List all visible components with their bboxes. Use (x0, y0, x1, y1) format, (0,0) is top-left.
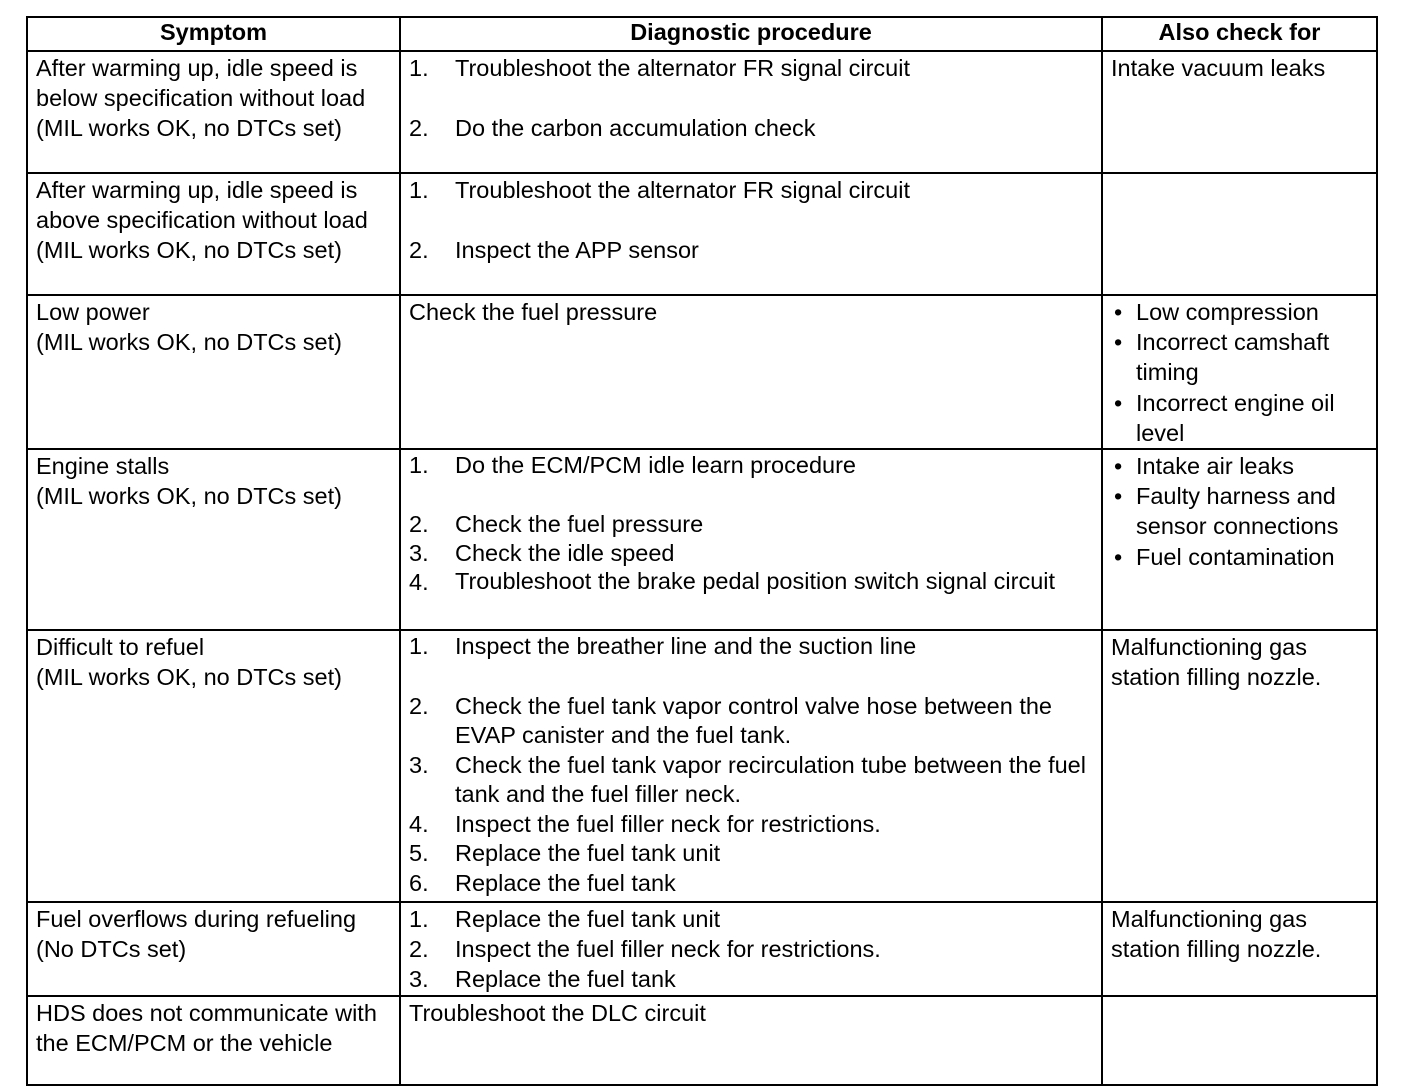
step-number: 1. (409, 633, 429, 660)
step-number: 2. (409, 692, 429, 719)
symptom-status: (MIL works OK, no DTCs set) (36, 237, 342, 264)
procedure-step (409, 869, 1093, 899)
table-row (27, 902, 1377, 996)
step-number: 2. (409, 115, 429, 142)
check-item-text: Faulty harness and sensor connections (1136, 483, 1339, 540)
step-number: 1. (409, 55, 429, 81)
step-text: Do the ECM/PCM idle learn procedure (455, 452, 856, 479)
symptom-cell (27, 295, 400, 449)
also-check-cell (1102, 449, 1377, 630)
step-text: Troubleshoot the brake pedal position switch signal circuit (455, 568, 1056, 595)
step-number: 1. (409, 177, 429, 203)
step-text: Check the fuel tank vapor control valve hose between the EVAP canister and the fuel tank. (455, 692, 1053, 749)
table-row (27, 51, 1377, 173)
table-row (27, 173, 1377, 295)
procedure-cell (400, 51, 1102, 173)
also-check-cell (1102, 295, 1377, 449)
bullet-icon: • (1114, 389, 1123, 416)
step-text: Do the carbon accumulation check (455, 115, 816, 142)
check-item (1111, 451, 1368, 481)
bullet-icon: • (1114, 543, 1123, 570)
step-text: Inspect the breather line and the suction line (455, 633, 917, 660)
check-item-text: Low compression (1136, 299, 1319, 325)
check-item-text: Intake air leaks (1136, 453, 1295, 480)
step-number: 3. (409, 540, 429, 567)
symptom-text: Fuel overflows during refueling (36, 906, 357, 933)
symptom-cell (27, 449, 400, 630)
step-text: Check the idle speed (455, 540, 675, 567)
bullet-icon: • (1114, 453, 1123, 480)
symptom-cell (27, 173, 400, 295)
header-symptom: Symptom (27, 17, 400, 51)
procedure-step (409, 510, 1093, 539)
step-number: 1. (409, 452, 429, 479)
step-text: Troubleshoot the alternator FR signal circuit (455, 177, 910, 203)
procedure-cell (400, 449, 1102, 630)
procedure-cell (400, 902, 1102, 996)
check-item (1111, 327, 1368, 387)
procedure-step (409, 839, 1093, 869)
step-text: Inspect the APP sensor (455, 237, 699, 264)
table-row (27, 449, 1377, 630)
symptom-status: (No DTCs set) (36, 936, 187, 963)
check-item (1111, 481, 1368, 541)
symptom-cell (27, 902, 400, 996)
header-also-check-for: Also check for (1102, 17, 1377, 51)
table-row (27, 295, 1377, 449)
procedure-step (409, 964, 1093, 994)
symptom-text: Difficult to refuel (36, 634, 205, 661)
also-check-cell: Intake vacuum leaks (1102, 51, 1377, 173)
also-check-cell (1102, 996, 1377, 1085)
procedure-step (409, 632, 1093, 662)
procedure-cell (400, 173, 1102, 295)
procedure-step (409, 235, 1093, 265)
check-item (1111, 388, 1368, 448)
symptom-text: After warming up, idle speed is above specification without load (36, 177, 368, 234)
procedure-step (409, 53, 1093, 83)
symptom-status: (MIL works OK, no DTCs set) (36, 329, 342, 356)
step-number: 4. (409, 810, 429, 837)
symptom-text: Low power (36, 299, 150, 325)
check-item-text: Fuel contamination (1136, 543, 1335, 570)
also-check-cell (1102, 173, 1377, 295)
procedure-step (409, 692, 1093, 751)
symptom-status: (MIL works OK, no DTCs set) (36, 115, 342, 142)
symptom-text: HDS does not communicate with the ECM/PCM or the vehicle (36, 999, 377, 1056)
step-number: 3. (409, 966, 429, 993)
step-text: Troubleshoot the alternator FR signal circuit (455, 55, 910, 81)
symptom-cell (27, 996, 400, 1085)
header-diagnostic-procedure: Diagnostic procedure (400, 17, 1102, 51)
step-text: Check the fuel pressure (455, 511, 704, 538)
table-row (27, 630, 1377, 902)
check-item-text: Incorrect engine oil level (1136, 389, 1335, 446)
step-text: Replace the fuel tank (455, 966, 676, 993)
step-text: Inspect the fuel filler neck for restrictions. (455, 936, 881, 963)
procedure-step (409, 934, 1093, 964)
step-number: 3. (409, 751, 429, 778)
step-text: Replace the fuel tank unit (455, 906, 721, 933)
symptom-status: (MIL works OK, no DTCs set) (36, 664, 342, 691)
step-number: 6. (409, 869, 429, 896)
step-text: Replace the fuel tank (455, 869, 676, 896)
procedure-step (409, 175, 1093, 205)
step-number: 4. (409, 569, 429, 596)
procedure-step (409, 810, 1093, 840)
check-item (1111, 297, 1368, 327)
symptom-cell (27, 630, 400, 902)
step-text: Replace the fuel tank unit (455, 840, 721, 867)
procedure-step (409, 568, 1093, 597)
step-text: Check the fuel tank vapor recirculation tube between the fuel tank and the fuel filler neck. (455, 751, 1086, 808)
step-number: 1. (409, 906, 429, 933)
table-row (27, 996, 1377, 1085)
bullet-icon: • (1114, 483, 1123, 510)
bullet-icon: • (1114, 299, 1123, 325)
procedure-step (409, 539, 1093, 568)
also-check-cell: Malfunctioning gas station filling nozzle. (1102, 902, 1377, 996)
procedure-cell: Check the fuel pressure (400, 295, 1102, 449)
diagnostic-table (26, 16, 1378, 1086)
symptom-text: After warming up, idle speed is below specification without load (36, 55, 366, 112)
step-number: 5. (409, 840, 429, 867)
header-row (27, 17, 1377, 51)
check-item (1111, 542, 1368, 572)
step-text: Inspect the fuel filler neck for restrictions. (455, 810, 881, 837)
procedure-step (409, 904, 1093, 934)
symptom-cell (27, 51, 400, 173)
procedure-step (409, 113, 1093, 143)
procedure-cell (400, 630, 1102, 902)
procedure-step (409, 451, 1093, 480)
bullet-icon: • (1114, 329, 1123, 356)
step-number: 2. (409, 936, 429, 963)
check-item-text: Incorrect camshaft timing (1136, 329, 1330, 386)
procedure-step (409, 751, 1093, 810)
symptom-text: Engine stalls (36, 453, 170, 480)
procedure-cell: Troubleshoot the DLC circuit (400, 996, 1102, 1085)
step-number: 2. (409, 237, 429, 264)
step-number: 2. (409, 511, 429, 538)
symptom-status: (MIL works OK, no DTCs set) (36, 483, 342, 510)
also-check-cell: Malfunctioning gas station filling nozzle. (1102, 630, 1377, 902)
